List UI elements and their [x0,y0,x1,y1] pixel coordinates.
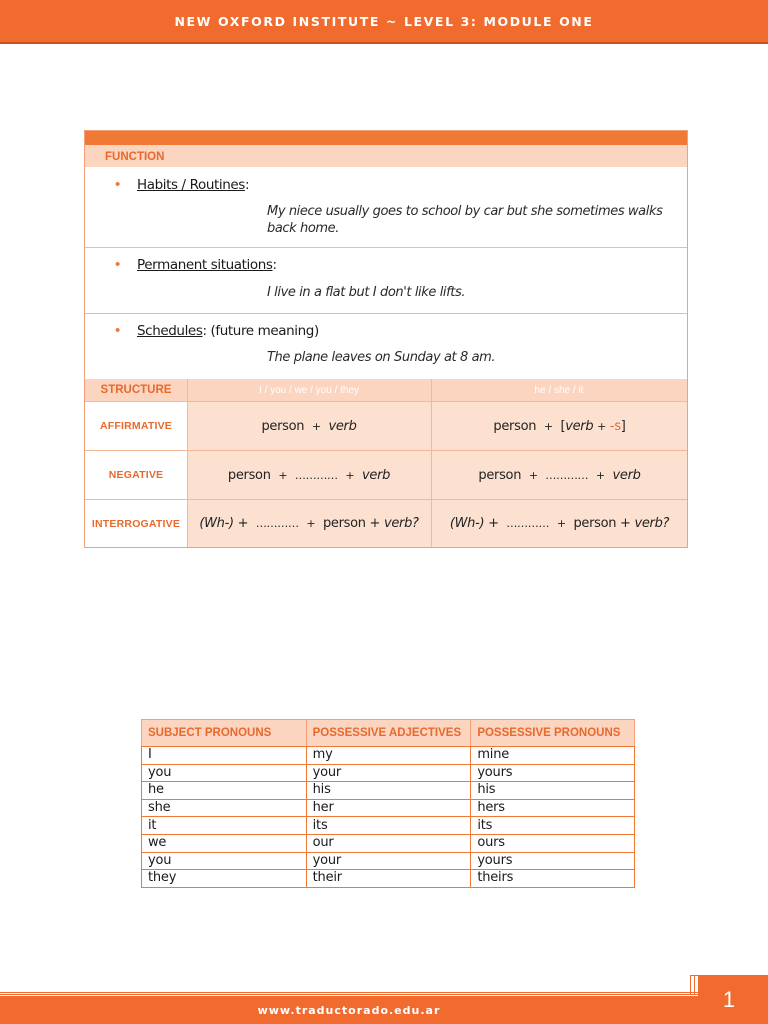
table-cell: their [306,870,471,888]
footer-url: www.traductorado.edu.ar [257,1003,441,1017]
table-row [142,799,635,817]
table-cell: mine [471,747,635,765]
function-example: I live in a flat but I don't like lifts. [267,285,466,300]
table-top-bar [85,131,687,145]
function-item [85,167,687,248]
table-cell: his [306,782,471,800]
column-header: POSSESSIVE ADJECTIVES [306,720,471,747]
table-cell: he [142,782,307,800]
bullet-icon: • [115,256,121,273]
function-header-row [85,145,687,167]
table-cell: my [306,747,471,765]
table-row [142,834,635,852]
footer-tab-edge [690,975,691,995]
row-divider [85,450,687,451]
function-example: The plane leaves on Sunday at 8 am. [267,350,496,365]
table-cell: your [306,764,471,782]
table-cell: you [142,852,307,870]
table-cell: I [142,747,307,765]
footer-rule [0,994,698,995]
table-cell: his [471,782,635,800]
row-divider [85,499,687,500]
table-cell: we [142,834,307,852]
structure-label: STRUCTURE [100,384,172,396]
page-header [0,0,768,44]
table-cell: our [306,834,471,852]
table-row [142,852,635,870]
column-head-plural: I / you / we / you / they [258,384,360,396]
table-cell: they [142,870,307,888]
function-title: Habits / Routines: [137,177,250,193]
column-header: POSSESSIVE PRONOUNS [471,720,635,747]
interrogative-label: INTERROGATIVE [91,517,181,530]
interrogative-third-formula: (Wh-) + ………… + person + verb? [449,516,670,531]
affirmative-third-formula: person + [verb + -s] [493,418,626,434]
table-cell: theirs [471,870,635,888]
table-cell: you [142,764,307,782]
page-number: 1 [722,987,736,1012]
present-simple-table [84,130,688,548]
table-row [142,764,635,782]
table-cell: it [142,817,307,835]
header-title: NEW OXFORD INSTITUTE ~ LEVEL 3: MODULE ONE [174,13,594,29]
function-item [85,314,687,379]
function-title: Permanent situations: [137,257,277,273]
column-divider [431,379,432,547]
table-cell: hers [471,799,635,817]
table-cell: its [471,817,635,835]
pronoun-header-row [142,720,635,747]
bullet-icon: • [115,176,121,193]
structure-header-row [85,379,687,401]
footer-rule [0,992,698,993]
affirmative-row [85,402,687,450]
negative-row [85,451,687,499]
negative-label: NEGATIVE [108,469,164,481]
function-example: My niece usually goes to school by car but she sometimes walks back home. [267,204,663,236]
table-cell: ours [471,834,635,852]
table-cell: your [306,852,471,870]
pronoun-table [141,719,635,888]
affirmative-plural-formula: person + verb [261,418,357,434]
function-item [85,248,687,314]
interrogative-plural-formula: (Wh-) + ………… + person + verb? [199,516,419,531]
negative-plural-formula: person + ………… + verb [227,467,391,483]
table-cell: her [306,799,471,817]
table-row [142,782,635,800]
footer-tab-edge [694,975,695,995]
column-divider [187,379,188,547]
table-cell: yours [471,852,635,870]
table-row [142,817,635,835]
negative-third-formula: person + ………… + verb [478,467,641,483]
row-divider [85,401,687,402]
table-cell: yours [471,764,635,782]
interrogative-row [85,500,687,547]
table-cell: she [142,799,307,817]
affirmative-label: AFFIRMATIVE [100,420,172,432]
bullet-icon: • [115,322,121,339]
table-row [142,870,635,888]
function-label: FUNCTION [105,151,165,163]
column-header: SUBJECT PRONOUNS [142,720,307,747]
table-row [142,747,635,765]
function-title: Schedules: (future meaning) [137,323,319,339]
column-head-third-person: he / she / it [534,384,584,396]
table-cell: its [306,817,471,835]
